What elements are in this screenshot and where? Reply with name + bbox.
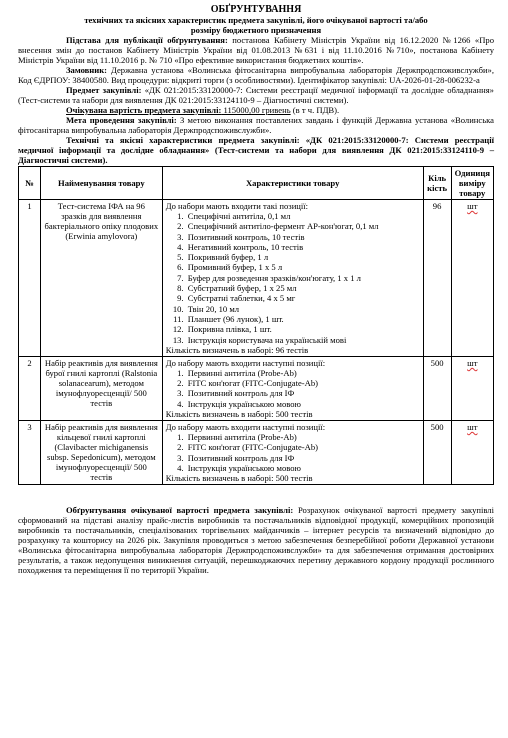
row-unit: шт xyxy=(451,421,493,485)
document-subtitle-line2: розміру бюджетного призначення xyxy=(190,25,322,35)
customer-label: Замовник: xyxy=(66,65,108,75)
customer-text: Державна установа «Волинська фітосанітарна випробувальна лабораторія Держпродспоживслужби», Код ЄДРПОУ: 38400580. Вид процедури: відкриті торги (з особливостями). Ідентифікатор закупівлі: UA-2026-01-28-006232-а xyxy=(18,65,494,85)
row-num: 1 xyxy=(19,200,41,357)
row-specs-item: 9. Субстратні таблетки, 4 х 5 мг xyxy=(186,293,420,303)
row-qty: 96 xyxy=(423,200,451,357)
row-specs-item: 13. Інструкція користувача на українській мові xyxy=(186,335,420,345)
row-specs-item: 4. Негативний контроль, 10 тестів xyxy=(186,242,420,252)
row-unit: шт xyxy=(451,356,493,420)
purpose-text: З метою виконання поставлених завдань і функцій Державна установа «Волинська фітосанітарна випробувальна лабораторія Держпродспоживслужби». xyxy=(18,115,494,135)
purpose-paragraph xyxy=(18,115,494,135)
expected-cost-suffix: (в т ч. ПДВ). xyxy=(290,105,340,115)
spacer xyxy=(18,485,494,505)
specs-table xyxy=(18,166,494,485)
row-specs-item: 3. Позитивний контроль, 10 тестів xyxy=(186,232,420,242)
row-specs-list xyxy=(166,368,420,409)
row-specs-total: Кількість визначень в наборі: 96 тестів xyxy=(165,344,309,355)
table-row xyxy=(19,356,494,420)
customer-paragraph xyxy=(18,65,494,85)
document-title: ОБҐРУНТУВАННЯ xyxy=(210,4,302,15)
row-specs xyxy=(162,200,423,357)
basis-paragraph xyxy=(18,35,494,65)
row-specs-intro: До набори мають входити такі позиції: xyxy=(165,201,309,211)
row-specs-item: 1. Первинні антитіла (Probe-Ab) xyxy=(186,432,420,442)
row-specs xyxy=(162,421,423,485)
row-specs-item: 2. FITC кон'югат (FITC-Conjugate-Ab) xyxy=(186,442,420,452)
expected-cost-label: Очікувана вартість предмета закупівлі: xyxy=(66,105,222,115)
row-specs-item: 3. Позитивний контроль для IФ xyxy=(186,388,420,398)
basis-label: Підстава для публікації обґрунтування: xyxy=(66,35,228,45)
row-specs-item: 11. Планшет (96 лунок), 1 шт. xyxy=(186,314,420,324)
row-specs-item: 6. Промивний буфер, 1 х 5 л xyxy=(186,262,420,272)
subject-paragraph xyxy=(18,85,494,105)
row-qty: 500 xyxy=(423,356,451,420)
row-specs-total: Кількість визначень в наборі: 500 тестів xyxy=(165,409,313,420)
row-specs-item: 3. Позитивний контроль для IФ xyxy=(186,453,420,463)
row-specs-total: Кількість визначень в наборі: 500 тестів xyxy=(165,473,313,484)
row-specs-list xyxy=(166,211,420,345)
header-num: № xyxy=(19,167,41,200)
row-specs-item: 7. Буфер для розведення зразків/кон'югату, 1 х 1 л xyxy=(186,273,420,283)
row-specs-list xyxy=(166,432,420,473)
row-name: Набір реактивів для виявлення кільцевої гнилі картоплі (Clavibacter michiganensis subsp. Sepedonicum), методом імунофлуоресценції/ 500 тестів xyxy=(40,421,162,485)
row-specs-item: 2. FITC кон'югат (FITC-Conjugate-Ab) xyxy=(186,378,420,388)
row-name: Тест-система ІФА на 96 зразків для виявлення бактеріального опіку плодових (Erwinia amylovora) xyxy=(40,200,162,357)
header-unit: Одиниця виміру товару xyxy=(451,167,493,200)
row-name: Набір реактивів для виявлення бурої гнилі картоплі (Ralstonia solanacearum), методом імунофлуоресценції/ 500 тестів xyxy=(40,356,162,420)
row-specs-item: 1. Специфічні антитіла, 0,1 мл xyxy=(186,211,420,221)
row-specs-item: 2. Специфічний антитіло-фермент АР-кон'югат, 0,1 мл xyxy=(186,221,420,231)
row-specs-item: 4. Інструкція українською мовою xyxy=(186,463,420,473)
row-specs-item: 8. Субстратний буфер, 1 х 25 мл xyxy=(186,283,420,293)
table-row xyxy=(19,421,494,485)
row-specs-item: 10. Твін 20, 10 мл xyxy=(186,304,420,314)
purpose-label: Мета проведення закупівлі: xyxy=(66,115,177,125)
justification-paragraph xyxy=(18,505,494,575)
row-qty: 500 xyxy=(423,421,451,485)
row-specs-item: 4. Інструкція українською мовою xyxy=(186,399,420,409)
justification-label: Обґрунтування очікуваної вартості предмета закупівлі: xyxy=(66,505,294,516)
row-specs-item: 12. Покривна плівка, 1 шт. xyxy=(186,324,420,334)
specs-heading: Технічні та якісні характеристики предмета закупівлі: «ДК 021:2015:33120000-7: Системи реєстрації медичної інформації та дослідне обладнання» (Тест-системи та набори для виявлення ДК 021:2015:33124110-9 – Діагностичні системи). xyxy=(18,135,494,165)
header-specs: Характеристики товару xyxy=(162,167,423,200)
subject-text: «ДК 021:2015:33120000-7: Системи реєстрації медичної інформації та дослідне обладнання» (Тест-системи та набори для виявлення ДК 021:2015:33124110-9 – Діагностичні системи). xyxy=(18,85,494,105)
header-name: Найменування товару xyxy=(40,167,162,200)
justification-text: Розрахунок очікуваної вартості предмету закупівлі сформований на підставі аналізу прайс-листів виробників та постачальників відповідної продукції, комерційних пропозицій виробників та постачальників, спеціалізованих торгівельних майданчиків – інтернет ресурсів та визначений відповідно до розрахунку та кошторису на 2026 рік. Закупівля проводиться з метою забезпечення безперебійної роботи Державної установи «Волинська фітосанітарна випробувальна лабораторія Держпродспоживслужби» та для забезпечення отримання достовірних результатів, а також недопущення виникнення ситуацій, перешкоджаючих перетину державного кордону продукції рослинного походження та переміщення її по території України. xyxy=(18,505,494,576)
row-unit: шт xyxy=(451,200,493,357)
header-qty: Кіль кість xyxy=(423,167,451,200)
table-header-row xyxy=(19,167,494,200)
expected-cost-paragraph xyxy=(18,105,494,115)
row-specs-intro: До набору мають входити наступні позиції: xyxy=(165,422,326,433)
row-num: 2 xyxy=(19,356,41,420)
document-subtitle-line1: технічних та якісних характеристик предмета закупівлі, його очікуваної вартості та/або xyxy=(84,15,428,25)
row-specs-item: 5. Покривний буфер, 1 л xyxy=(186,252,420,262)
basis-text: постанова Кабінету Міністрів України від 16.12.2020 №1266 «Про внесення змін до постанов Кабінету Міністрів України від 01.08.2013 №631 і від 11.10.2016 №710», постанова Кабінету Міністрів України від 11.10.2016 р. № 710 «Про ефективне використання бюджетних коштів». xyxy=(18,35,494,65)
expected-cost-value: 115000,00 гривень xyxy=(221,105,291,115)
subject-label: Предмет закупівлі: xyxy=(66,85,142,95)
row-specs-item: 1. Первинні антитіла (Probe-Ab) xyxy=(186,368,420,378)
row-specs-intro: До набору мають входити наступні позиції: xyxy=(165,357,326,368)
row-num: 3 xyxy=(19,421,41,485)
table-row xyxy=(19,200,494,357)
row-specs xyxy=(162,356,423,420)
